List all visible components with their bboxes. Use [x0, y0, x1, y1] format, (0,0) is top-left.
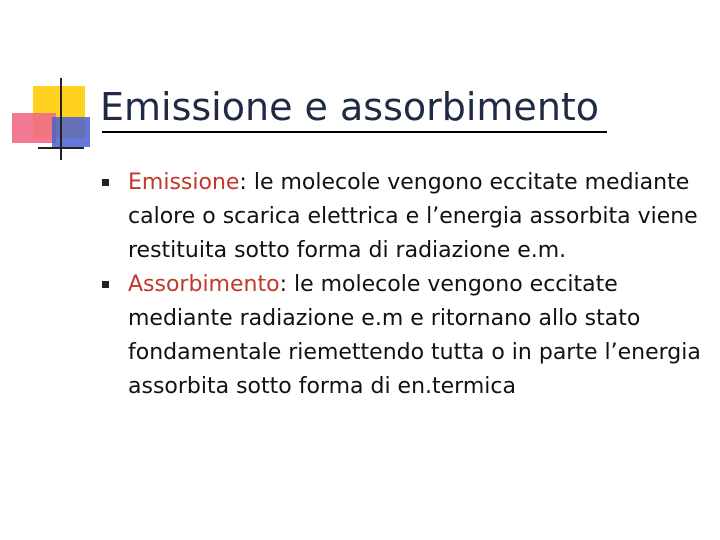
logo-blue-square	[52, 117, 90, 147]
square-bullet-icon	[102, 179, 109, 186]
logo-horizontal-line	[38, 147, 84, 149]
bullet-list	[95, 166, 705, 404]
logo-pink-square	[12, 113, 56, 143]
bullet-text: : le molecole vengono eccitate mediante calore o scarica elettrica e l’energia assorbita viene restituita sotto forma di radiazione e.m.	[128, 170, 698, 263]
bullet-term: Assorbimento	[128, 272, 280, 297]
bullet-term: Emissione	[128, 170, 240, 195]
square-bullet-icon	[102, 281, 109, 288]
slide-title: Emissione e assorbimento	[100, 85, 600, 129]
bullet-text: : le molecole vengono eccitate mediante radiazione e.m e ritornano allo stato fondamentale riemettendo tutta o in parte l’energia assorbita sotto forma di en.termica	[128, 272, 701, 399]
bullet-item-emissione	[95, 166, 705, 268]
title-underline	[102, 131, 607, 133]
bullet-item-assorbimento	[95, 268, 705, 404]
